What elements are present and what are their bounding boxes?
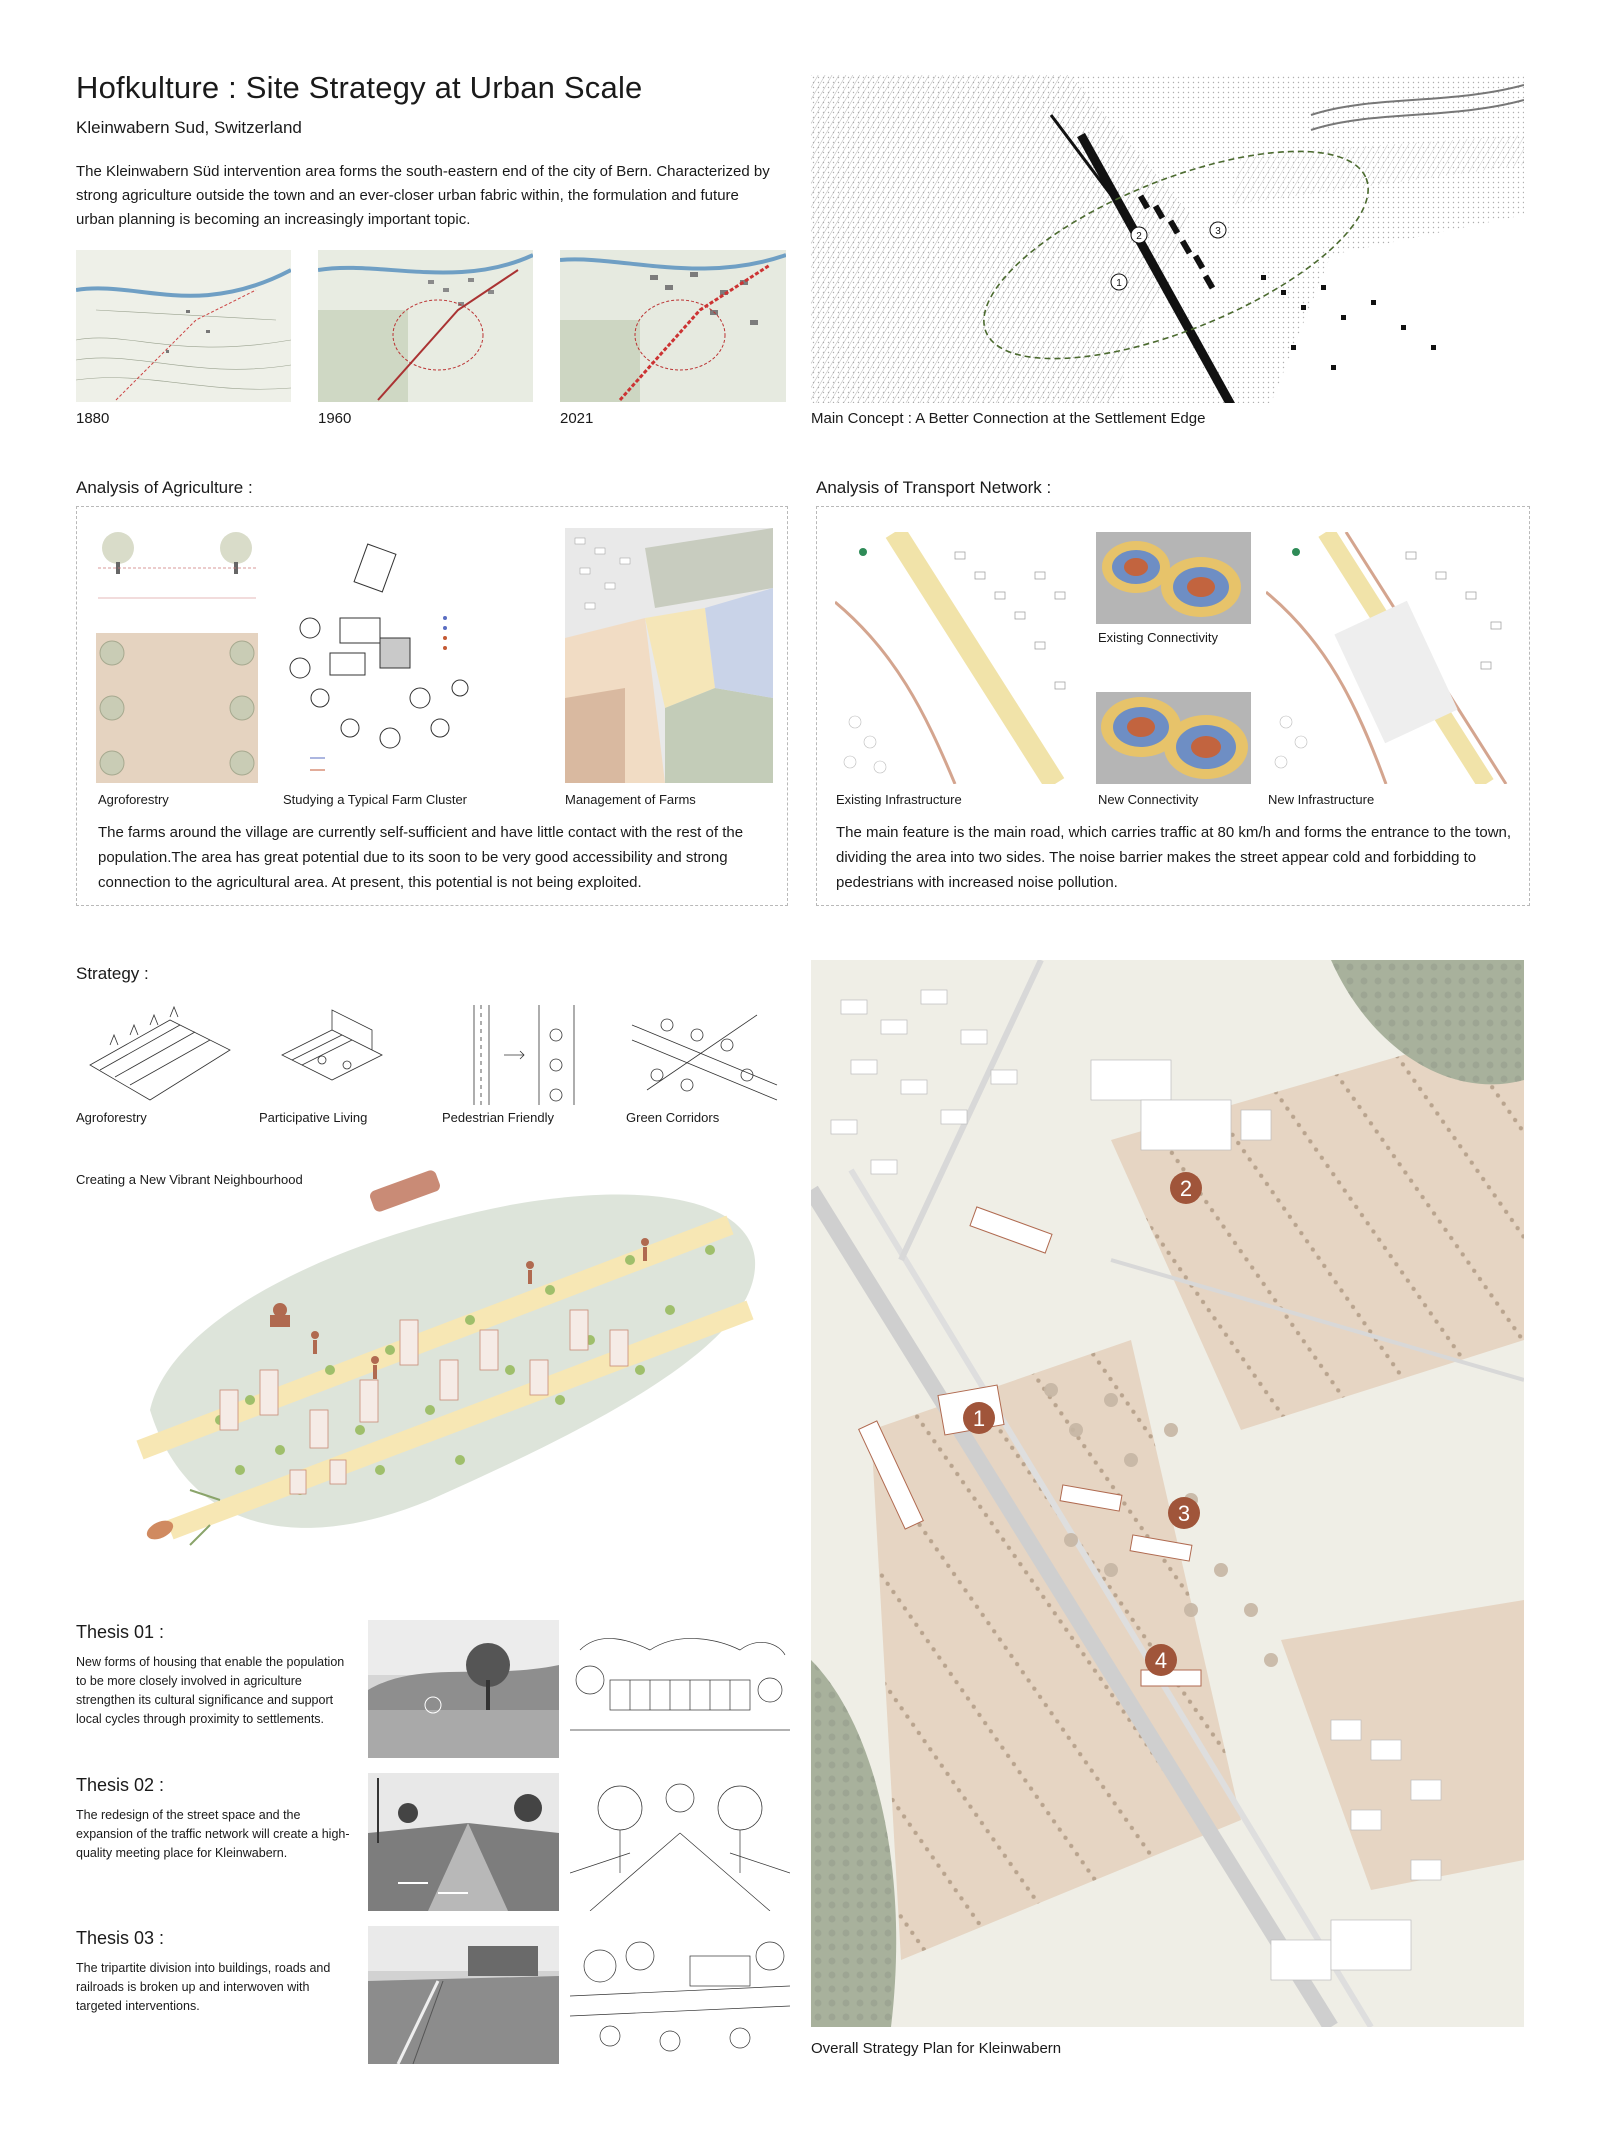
- agroforestry-diagram: [96, 528, 258, 783]
- transport-heading: Analysis of Transport Network :: [816, 478, 1052, 497]
- concept-marker-label: 3: [1215, 226, 1221, 237]
- historic-map-1880: [76, 250, 291, 402]
- page-subtitle: Kleinwabern Sud, Switzerland: [76, 118, 302, 137]
- page-title: Hofkulture : Site Strategy at Urban Scale: [76, 70, 643, 105]
- plan-marker-label: 2: [1179, 1176, 1193, 1201]
- plan-marker-label: 3: [1177, 1501, 1191, 1526]
- concept-marker-label: 1: [1116, 278, 1122, 289]
- thesis-01-photo: [368, 1620, 559, 1758]
- main-concept-map: [811, 75, 1524, 403]
- transport-panel-caption: Existing Connectivity: [1098, 630, 1218, 645]
- thesis-text: The redesign of the street space and the expansion of the traffic network will create a high-quality meeting place for Kleinwabern.: [76, 1808, 350, 1860]
- overall-strategy-plan: [811, 960, 1524, 2027]
- plan-caption: Overall Strategy Plan for Kleinwabern: [811, 2040, 1062, 2057]
- agri-panel-caption: Studying a Typical Farm Cluster: [283, 792, 467, 807]
- transport-panel-caption: New Infrastructure: [1268, 792, 1375, 807]
- historic-map-2021: [560, 250, 786, 402]
- farm-management-map: [565, 528, 773, 783]
- new-infrastructure-map: [1266, 532, 1516, 784]
- new-connectivity-map: [1096, 692, 1251, 784]
- agriculture-text: The farms around the village are currently self-sufficient and have little contact with the rest of the population.The area has great potential due to its soon to be very good accessibility and strong connection to the agricultural area. At present, this potential is not being exploited.: [98, 824, 744, 891]
- thesis-title: Thesis 02 :: [76, 1775, 165, 1795]
- thesis-text: New forms of housing that enable the population to be more closely involved in agriculture strengthen its cultural significance and support local cycles through proximity to settlements.: [76, 1655, 345, 1726]
- participative-living-icon: [262, 1005, 417, 1105]
- historic-map-1960: [318, 250, 533, 402]
- thesis-title: Thesis 03 :: [76, 1928, 165, 1948]
- agroforestry-icon: [80, 1005, 235, 1105]
- agri-panel-caption: Management of Farms: [565, 792, 696, 807]
- existing-infrastructure-map: [835, 532, 1081, 784]
- main-concept-caption: Main Concept : A Better Connection at the Settlement Edge: [811, 410, 1206, 427]
- strategy-heading: Strategy :: [76, 964, 149, 983]
- thesis-02-photo: [368, 1773, 559, 1911]
- neighbourhood-axonometric: [130, 1170, 770, 1560]
- agri-panel-caption: Agroforestry: [98, 792, 169, 807]
- transport-panel-caption: Existing Infrastructure: [836, 792, 962, 807]
- concept-marker-label: 2: [1136, 231, 1142, 242]
- plan-marker-label: 4: [1154, 1648, 1168, 1673]
- strategy-item-label: Participative Living: [259, 1110, 368, 1125]
- map-year-label: 1960: [318, 410, 352, 427]
- map-year-label: 2021: [560, 410, 594, 427]
- agriculture-heading: Analysis of Agriculture :: [76, 478, 253, 497]
- plan-marker-label: 1: [972, 1406, 986, 1431]
- thesis-03-photo: [368, 1926, 559, 2064]
- thesis-02-sketch: [570, 1773, 790, 1911]
- intro-text: The Kleinwabern Süd intervention area forms the south-eastern end of the city of Bern. Characterized by strong agriculture outside the town and an ever-closer urban fabric within, the formulation and future urban planning is becoming an increasingly important topic.: [76, 163, 770, 228]
- thesis-03-sketch: [570, 1926, 790, 2064]
- strategy-item-label: Green Corridors: [626, 1110, 720, 1125]
- thesis-title: Thesis 01 :: [76, 1622, 165, 1642]
- thesis-text: The tripartite division into buildings, roads and railroads is broken up and interwoven with targeted interventions.: [76, 1961, 331, 2013]
- map-year-label: 1880: [76, 410, 110, 427]
- pedestrian-friendly-icon: [444, 1005, 599, 1105]
- existing-connectivity-map: [1096, 532, 1251, 624]
- farm-cluster-sketch: [280, 528, 495, 783]
- green-corridors-icon: [627, 1005, 782, 1105]
- strategy-item-label: Pedestrian Friendly: [442, 1110, 554, 1125]
- strategy-item-label: Agroforestry: [76, 1110, 147, 1125]
- thesis-01-sketch: [570, 1620, 790, 1758]
- transport-panel-caption: New Connectivity: [1098, 792, 1199, 807]
- transport-text: The main feature is the main road, which carries traffic at 80 km/h and forms the entrance to the town, dividing the area into two sides. The noise barrier makes the street appear cold and forbidding to pedestrians with increased noise pollution.: [836, 824, 1512, 891]
- vision-caption: Creating a New Vibrant Neighbourhood: [76, 1172, 303, 1187]
